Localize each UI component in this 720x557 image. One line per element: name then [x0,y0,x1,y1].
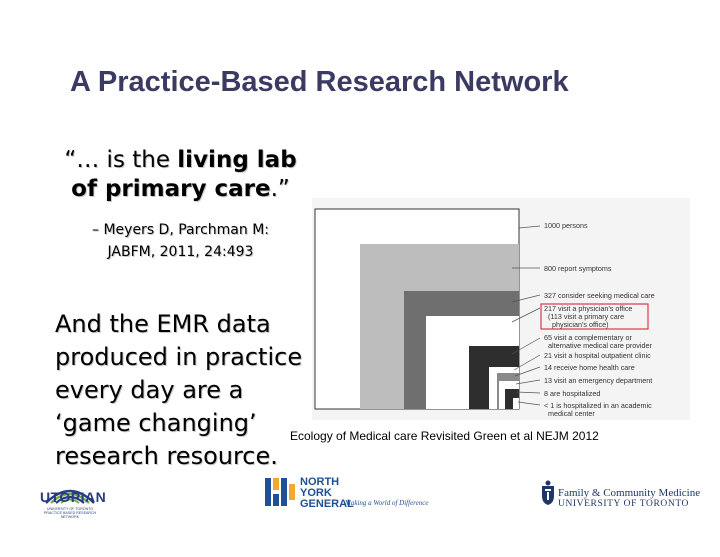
nyg-line-3: GENERAL [300,498,354,510]
citation-line-2: JABFM, 2011, 24:493 [107,244,254,260]
north-york-general-tagline: Making a World of Difference [345,499,429,507]
emr-line-2: produced in practice [55,343,303,371]
utopian-logo-subtext: UNIVERSITY OF TORONTO PRACTICE BASED RESEARCH NETWORK [43,507,97,519]
label-8-hospitalized: 8 are hospitalized [544,389,601,398]
label-800-symptoms: 800 report symptoms [544,264,612,273]
citation [58,219,303,263]
label-primary-care-office: physician’s office) [552,320,609,329]
emr-statement [55,308,325,473]
label-1000-persons: 1000 persons [544,221,588,230]
nyg-line-1: NORTH [300,476,340,488]
emr-line-1: And the EMR data [55,310,271,338]
label-113-primary-care: (113 visit a primary care [548,312,625,321]
north-york-general-mark-icon [265,478,297,506]
label-327-consider: 327 consider seeking medical care [544,291,655,300]
quote-bold-primary-care: of primary care [71,176,271,202]
label-13-emergency: 13 visit an emergency department [544,376,653,385]
label-217-physician: 217 visit a physician’s office [544,304,633,313]
square-1-academic [513,398,519,409]
label-alternative-provider: alternative medical care provider [548,341,652,350]
label-21-outpatient: 21 visit a hospital outpatient clinic [544,351,651,360]
label-14-home-health: 14 receive home health care [544,363,635,372]
uoft-department-name: Family & Community Medicine [558,487,701,499]
slide-title: A Practice-Based Research Network [70,66,569,98]
figure-caption: Ecology of Medical care Revisited Green et al NEJM 2012 [290,429,599,443]
emr-line-4: ‘game changing’ [55,409,257,437]
quote-text [38,146,323,204]
label-65-complementary: 65 visit a complementary or [544,333,632,342]
emr-line-5: research resource. [55,442,278,470]
quote-open: “… is the [64,147,178,173]
uoft-crest-icon [541,480,555,506]
emr-line-3: every day are a [55,376,244,404]
citation-line-1: – Meyers D, Parchman M: [92,222,269,238]
quote-close: .” [270,176,290,202]
utopian-logo-text: UTOPIAN [40,489,107,505]
uoft-university-name: UNIVERSITY OF TORONTO [558,499,690,509]
label-1-academic: < 1 is hospitalized in an academic [544,401,652,410]
label-academic-medical-center: medical center [548,409,595,418]
ecology-of-care-diagram [312,198,690,420]
nyg-line-2: YORK [300,487,332,499]
quote-bold-living-lab: living lab [177,147,297,173]
